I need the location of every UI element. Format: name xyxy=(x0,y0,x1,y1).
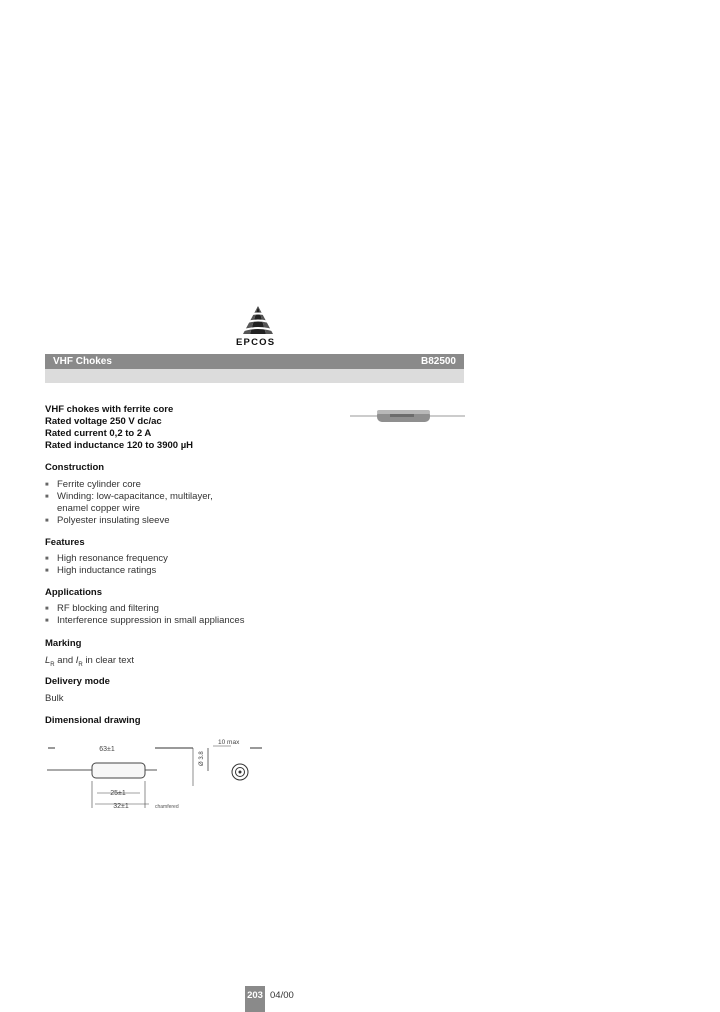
list-item: enamel copper wire xyxy=(57,503,140,514)
subtitle-bar xyxy=(45,369,464,383)
diameter-label: Ø 3.8 xyxy=(199,751,205,766)
intro-line: Rated inductance 120 to 3900 µH xyxy=(45,440,194,451)
bullet-icon: ■ xyxy=(45,494,49,500)
page-number: 203 xyxy=(247,990,263,1001)
logo-text: EPCOS xyxy=(236,337,276,348)
list-item: Ferrite cylinder core xyxy=(57,479,141,490)
body-length-label: 25±1 xyxy=(110,790,126,797)
bullet-icon: ■ xyxy=(45,618,49,624)
page-date: 04/00 xyxy=(270,990,294,1001)
bullet-icon: ■ xyxy=(45,556,49,562)
list-item: Winding: low-capacitance, multilayer, xyxy=(57,491,213,502)
bullet-icon: ■ xyxy=(45,568,49,574)
intro-line: Rated voltage 250 V dc/ac xyxy=(45,416,162,427)
list-item: High resonance frequency xyxy=(57,553,168,564)
max-length-label: 10 max xyxy=(218,739,240,746)
dimensional-drawing xyxy=(45,736,275,816)
construction-heading: Construction xyxy=(45,462,105,473)
product-title: VHF Chokes xyxy=(53,356,112,367)
list-item: Interference suppression in small appliances xyxy=(57,615,245,626)
delivery-heading: Delivery mode xyxy=(45,676,110,687)
drawing-heading: Dimensional drawing xyxy=(45,715,141,726)
overall-length-label: 63±1 xyxy=(99,746,115,753)
note-label: chamfered xyxy=(155,804,179,810)
lead-length-label: 32±1 xyxy=(113,803,129,810)
intro-line: VHF chokes with ferrite core xyxy=(45,404,174,415)
list-item: Polyester insulating sleeve xyxy=(57,515,170,526)
part-number: B82500 xyxy=(420,356,456,367)
choke-photo xyxy=(350,405,465,427)
applications-heading: Applications xyxy=(45,587,103,598)
list-item: RF blocking and filtering xyxy=(57,603,159,614)
bullet-icon: ■ xyxy=(45,606,49,612)
marking-heading: Marking xyxy=(45,638,82,649)
bullet-icon: ■ xyxy=(45,518,49,524)
bullet-icon: ■ xyxy=(45,482,49,488)
list-item: High inductance ratings xyxy=(57,565,157,576)
marking-text: $L_R$ and $I_R$ in clear text xyxy=(45,655,134,668)
delivery-value: Bulk xyxy=(45,693,64,704)
intro-line: Rated current 0,2 to 2 A xyxy=(45,428,152,439)
features-heading: Features xyxy=(45,537,85,548)
